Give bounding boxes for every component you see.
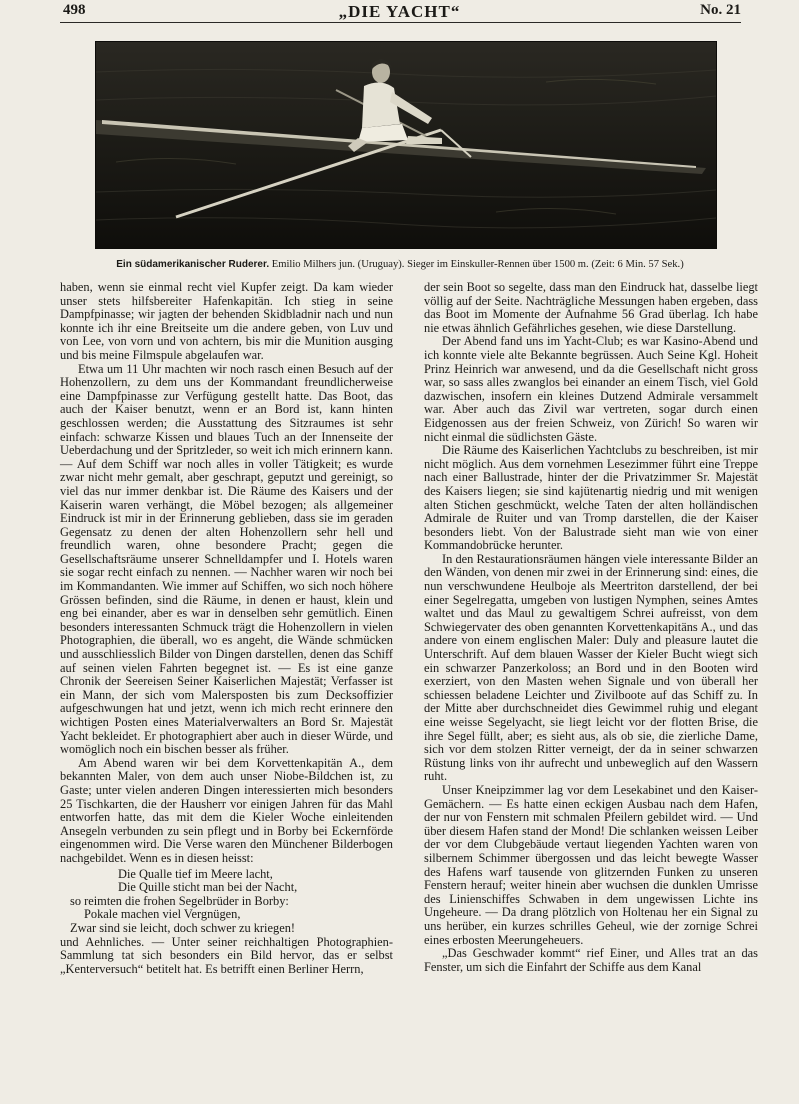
left-paragraph-3: Am Abend waren wir bei dem Korvettenkapitän A., dem bekannten Maler, von dem auch unser Niobe-Bildchen ist, zu Gaste; unter vielen anderen Dingen interessierten mich besonders 25 Tischkarten, die der Hausherr vor einigen Jahren für das Mahl entworfen hatte, das mit dem die Kieler Woche einleitenden Ansegeln verbunden zu sein pflegt und in Borby bei Eckernförde eingenommen wird. Die Verse waren den Münchener Bilderbogen nachgebildet. Wenn es in diesen heisst: [60,755,393,865]
caption-lead: Ein südamerikanischer Ruderer. [116,259,270,270]
journal-title: „DIE YACHT“ [338,2,461,21]
right-paragraph-3: Die Räume des Kaiserlichen Yachtclubs zu beschreiben, ist mir nicht möglich. Aus dem vornehmen Lesezimmer führt eine Treppe nach einer Ballustrade, hinter der die Privatzimmer Sr. Majestät des Kaisers liegen; sie sind kajütenartig niedrig und mit wenigen alten Stichen geschmückt, welche Taten der alten holländischen Admirale de Ruiter und van Tromp darstellen, die der Kaiser besonders liebt. Von der Balustrade sieht man wie von einer Kommandobrücke herunter. [424,443,758,553]
right-paragraph-2: Der Abend fand uns im Yacht-Club; es war Kasino-Abend und ich konnte viele alte Bekannte begrüssen. Auch Seine Kgl. Hoheit Prinz Heinrich war anwesend, und da die Gesellschaft nicht gross war, so sass alles zwanglos bei einander an einem Tisch, viel Gold dazwischen, insofern ein kleines Dutzend Admirale versammelt war. Aber auch das Zivil war vertreten, sogar durch einen Eidgenossen aus der freien Schweiz, von Zürich! So waren wir nicht einmal die südlichsten Gäste. [424,334,758,444]
right-paragraph-1: der sein Boot so segelte, dass man den Eindruck hat, dasselbe liegt völlig auf der Seite. Nachträgliche Messungen haben ergeben, dass das Boot im Momente der Aufnahme 56 Grad überlag. Ich habe nie etwas ähnlich Gefährliches gesehen, wie diese Darstellung. [424,280,758,335]
left-column [60,281,393,976]
verse-line-4: Zwar sind sie leicht, doch schwer zu kriegen! [70,920,296,935]
left-paragraph-2: Etwa um 11 Uhr machten wir noch rasch einen Besuch auf der Hohenzollern, zu dem uns der Kommandant freundlicherweise eine Dampfpinasse zur Verfügung gestellt hatte. Das Boot, das auch der Kaiser benutzt, wenn er an Bord ist, kann hinten geschlossen werden; die Ausstattung des Sitzraumes ist sehr einfach: schwarze Kissen und blaues Tuch an der Innenseite der Ueberdachung und der Spritzleder, so weit ich mich erinnern kann. — Auf dem Schiff war noch alles in voller Tätigkeit; es wurde zwar nicht mehr gemalt, aber geschrapt, geputzt und gereinigt, so viel das nur immer denkbar ist. Die Räume des Kaisers und der Kaiserin waren verhängt, die Möbel bezogen; als allgemeiner Eindruck ist mir in der Erinnerung geblieben, dass sie im geraden Gegensatz zu denen der alten Hohenzollern sehr hell und freundlich waren, ohne besondere Pracht; gegen die Gesellschaftsräume unserer Schnelldampfer und I. Hotels waren sie sogar recht einfach zu nennen. — Nachher waren wir noch bei im Kommandanten. Wie immer auf Schiffen, wo sich noch höhere Grössen befinden, sind die Räume, in denen er haust, klein und eng bei einander, aber es war in denselben sehr gemütlich. Einen besonders interessanten Schmuck trägt die Hohenzollern in vielen Photographien, die überall, wo es angeht, die Wände schmücken und ausschliesslich Bilder von Dingen darstellen, denen das Schiff auf seinen vielen Fahrten begegnet ist. — Es ist eine ganze Chronik der Seereisen Seiner Kaiserlichen Majestät; Verfasser ist ein Mann, der sich vom Malersposten bis zum Decksoffizier aufgeschwungen hat und jetzt, wenn ich mich recht erinnere den wichtigen Posten eines Materialverwalters an Bord Sr. Majestät Yacht bekleidet. Er photographiert aber auch in dieser Würde, und womöglich noch ein bischen besser als früher. [60,361,393,757]
header-rule [60,22,741,23]
verse-line-1: Die Qualle tief im Meere lacht, [118,866,273,881]
right-paragraph-4: In den Restaurationsräumen hängen viele interessante Bilder an den Wänden, von denen mir zwei in der Erinnerung sind: eines, die nun verschwundene Heulboje als Meertriton darstellend, der bei einer Segelregatta, umgeben von lustigen Nymphen, seines Amtes waltet und das Maul zu gewaltigem Schrei aufreisst, von dem Schwiegervater des oben genannten Korvettenkapitäns A., und das andere von einem englischen Maler: Duly and pleasure lautet die Unterschrift. Auf dem blauen Wasser der Kieler Bucht wiegt sich ein schwarzer Panzerkoloss; an Bord und in den Booten wird exerziert, von den Masten wehen Signale und von überall her schiessen beladene Leichter und Zivilboote auf das Schiff zu. In der Mitte aber durchschneidet dies Gewimmel ruhig und elegant eine weisse Segelyacht, sie liegt leicht vor der flotten Brise, die ihre Segel füllt, aber; es sieht aus, als ob sie, die zierliche Dame, sich vor dem stolzen Ritter verneigt, der da in seiner schwarzen Rüstung links von ihr aufrecht und unbeweglich auf den Wassern ruht. [424,551,758,784]
left-paragraph-1: haben, wenn sie einmal recht viel Kupfer zeigt. Da kam wieder unser stets hilfsbereiter Hafenkapitän. Ich stieg in seine Dampfpinasse; wir jagten der behenden Skidbladnir nach und nun konnte ich ihr eine Breitseite um die andere geben, von Luv und von Lee, von vorn und von achtern, bis mir die Munition ausging und bis meine Filmspule abgelaufen war. [60,280,393,362]
page-number: 498 [63,2,86,18]
caption-text: Emilio Milhers jun. (Uruguay). Sieger im Einskuller-Rennen über 1500 m. (Zeit: 6 Min. 57 Sek.) [269,259,684,270]
page-header [0,0,799,26]
right-paragraph-6: „Das Geschwader kommt“ rief Einer, und Alles trat an das Fenster, um sich die Einfahrt der Schiffe aus dem Kanal [424,946,758,974]
verse-line-3: Pokale machen viel Vergnügen, [84,907,241,922]
verse-intro: so reimten die frohen Segelbrüder in Borby: [70,893,289,908]
rower-photo-image [96,42,716,248]
issue-number: No. 21 [700,2,741,18]
photo-caption [60,259,740,273]
right-column [424,281,758,974]
right-paragraph-5: Unser Kneipzimmer lag vor dem Lesekabinet und den Kaiser-Gemächern. — Es hatte einen eckigen Ausbau nach dem Hafen, der nur von Fenstern mit schmalen Pfeilern gebildet wird. — Und über diesem Hafen stand der Mond! Die schlanken weissen Leiber der vor dem Clubgebäude vertaut liegenden Yachten waren von silbernem Schimmer übergossen und das leicht bewegte Wasser des Hafens warf tausende von glitzernden Funken zu unseren Fenstern herauf; weiter hinein aber wuchsen die dunklen Umrisse des Linienschiffes Schwaben in dem ungewissen Lichte ins Ungeheure. — Da drang plötzlich von Holtenau her ein Signal zu uns herüber, ein kurzes schrilles Geheul, wie der zornige Schrei eines erbosten Meerungeheuers. [424,782,758,947]
left-paragraph-4: und Aehnliches. — Unter seiner reichhaltigen Photographien-Sammlung tat sich besonders ein Bild hervor, das er selbst „Kenterversuch“ betitelt hat. Es betrifft einen Berliner Herrn, [60,934,393,976]
verse-line-2: Die Quille sticht man bei der Nacht, [118,880,298,895]
verse-block [60,868,393,936]
rower-photo [95,41,717,249]
